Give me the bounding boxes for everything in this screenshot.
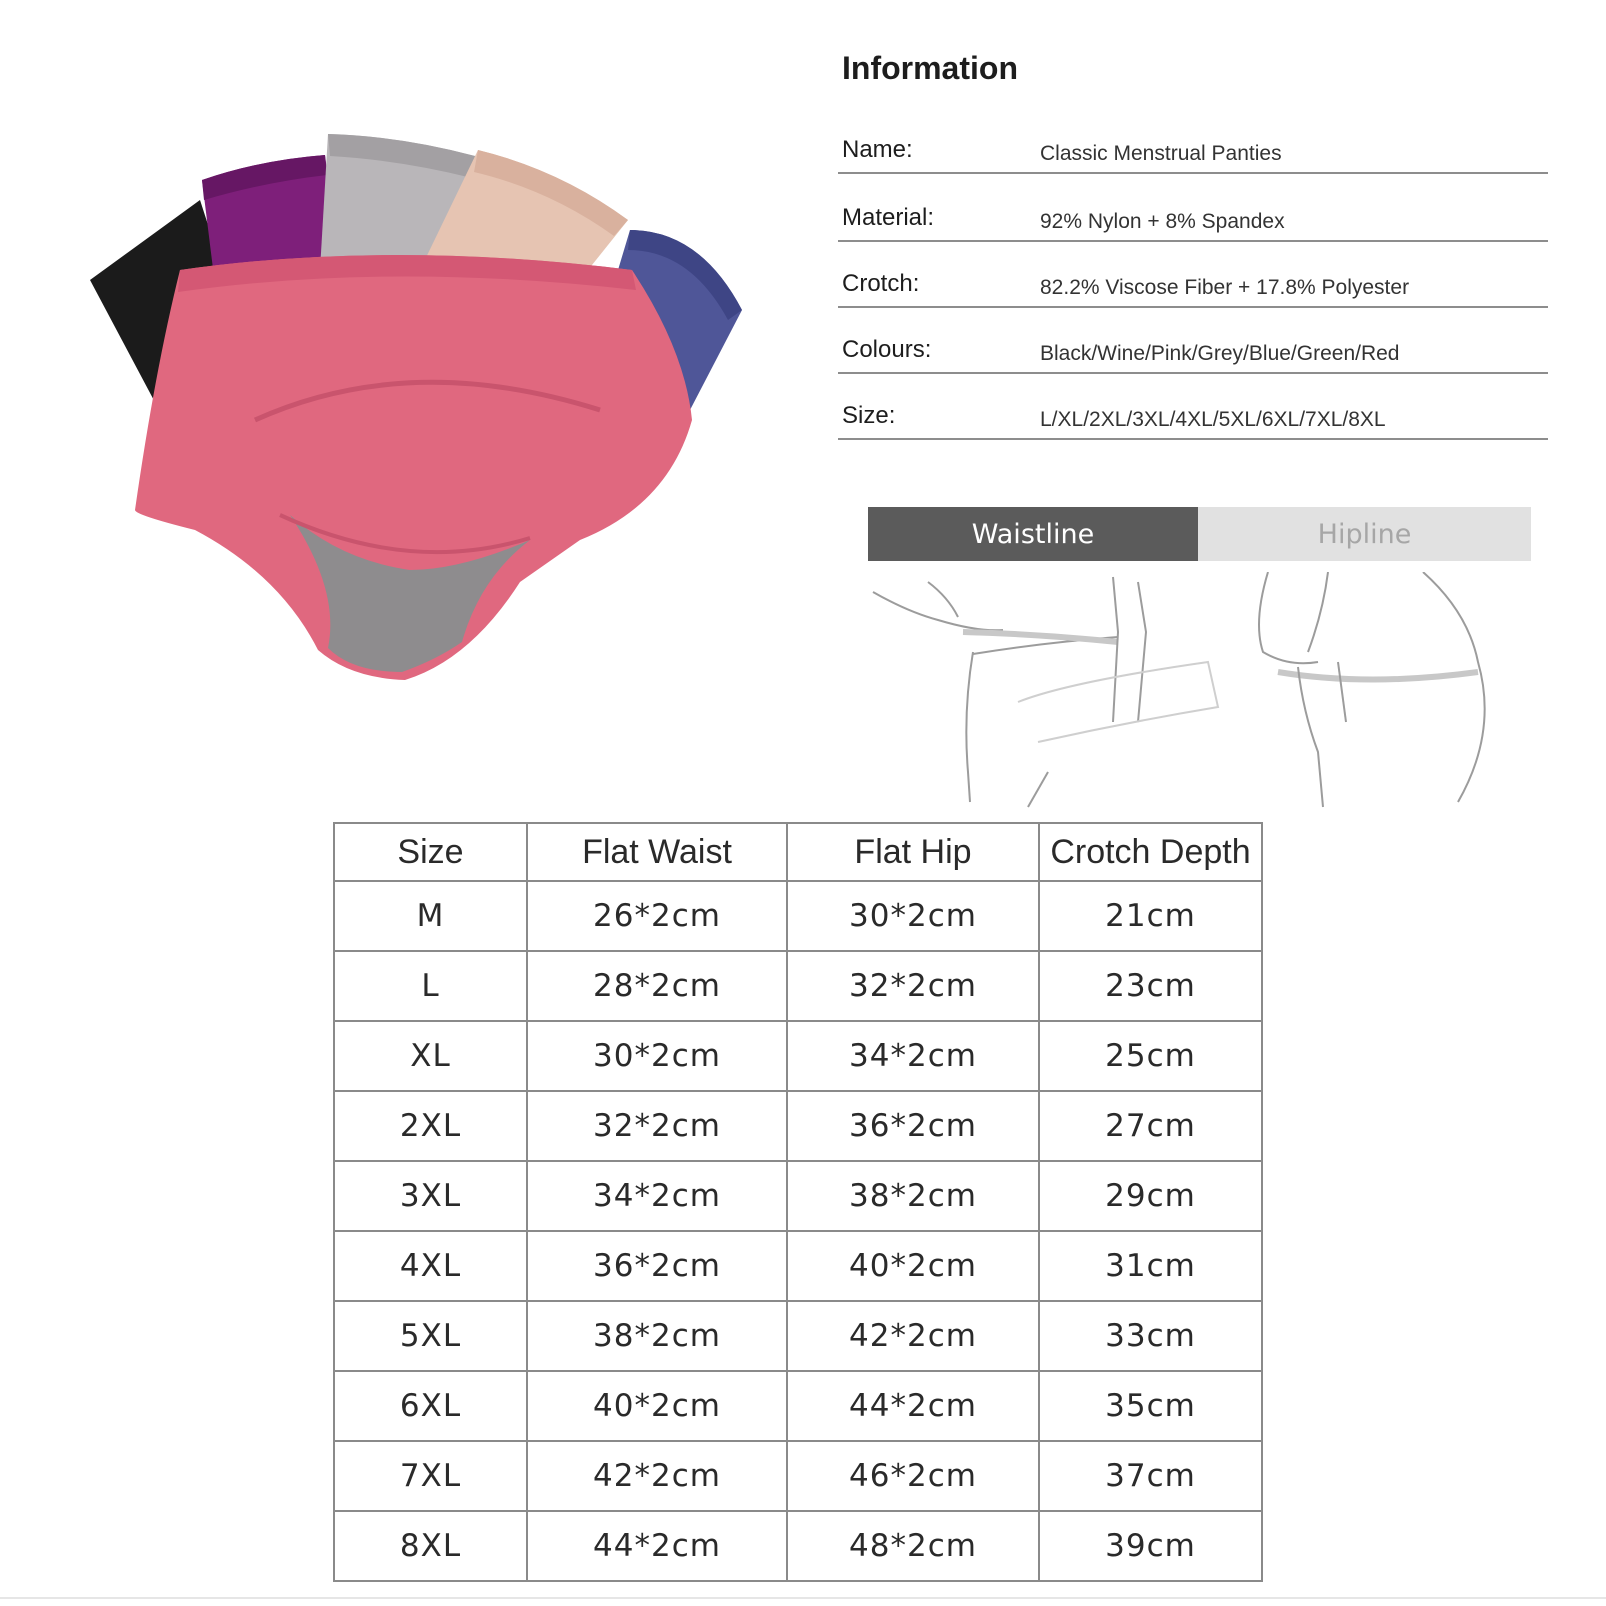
table-header-row [334, 823, 1262, 881]
info-value-material: 92% Nylon + 8% Spandex [1040, 210, 1285, 233]
table-row [334, 1231, 1262, 1301]
cell-size: 5XL [334, 1301, 527, 1371]
cell-flat-hip: 34*2cm [787, 1021, 1039, 1091]
table-row [334, 1441, 1262, 1511]
cell-flat-hip: 30*2cm [787, 881, 1039, 951]
cell-size: 3XL [334, 1161, 527, 1231]
cell-flat-waist: 28*2cm [527, 951, 787, 1021]
panty-pink [135, 255, 692, 680]
product-photo [80, 120, 770, 720]
info-row-name [838, 106, 1548, 174]
table-row [334, 1511, 1262, 1581]
cell-size: 7XL [334, 1441, 527, 1511]
info-value-size: L/XL/2XL/3XL/4XL/5XL/6XL/7XL/8XL [1040, 408, 1386, 431]
info-label-name: Name: [842, 136, 913, 163]
cell-flat-hip: 48*2cm [787, 1511, 1039, 1581]
tab-waistline[interactable]: Waistline [868, 507, 1198, 561]
body-measure-illustration [868, 572, 1548, 812]
cell-flat-waist: 30*2cm [527, 1021, 787, 1091]
cell-flat-hip: 36*2cm [787, 1091, 1039, 1161]
cell-flat-waist: 36*2cm [527, 1231, 787, 1301]
cell-crotch-depth: 39cm [1039, 1511, 1262, 1581]
waist-measure-sketch [873, 577, 1218, 807]
info-label-colours: Colours: [842, 336, 932, 363]
cell-size: 8XL [334, 1511, 527, 1581]
cell-flat-hip: 44*2cm [787, 1371, 1039, 1441]
info-label-material: Material: [842, 204, 935, 231]
info-row-crotch [838, 240, 1548, 308]
table-row [334, 1091, 1262, 1161]
table-row [334, 1021, 1262, 1091]
cell-flat-hip: 38*2cm [787, 1161, 1039, 1231]
cell-flat-hip: 40*2cm [787, 1231, 1039, 1301]
cell-size: XL [334, 1021, 527, 1091]
tab-hipline[interactable]: Hipline [1198, 507, 1531, 561]
cell-size: 6XL [334, 1371, 527, 1441]
cell-flat-waist: 32*2cm [527, 1091, 787, 1161]
cell-crotch-depth: 27cm [1039, 1091, 1262, 1161]
table-row [334, 1161, 1262, 1231]
info-row-colours [838, 306, 1548, 374]
cell-crotch-depth: 35cm [1039, 1371, 1262, 1441]
cell-crotch-depth: 31cm [1039, 1231, 1262, 1301]
table-row [334, 951, 1262, 1021]
cell-flat-waist: 26*2cm [527, 881, 787, 951]
cell-crotch-depth: 23cm [1039, 951, 1262, 1021]
cell-flat-waist: 42*2cm [527, 1441, 787, 1511]
header-flat-hip: Flat Hip [787, 823, 1039, 881]
cell-flat-hip: 32*2cm [787, 951, 1039, 1021]
size-chart-body [334, 881, 1262, 1581]
header-size: Size [334, 823, 527, 881]
info-value-colours: Black/Wine/Pink/Grey/Blue/Green/Red [1040, 342, 1400, 365]
cell-crotch-depth: 37cm [1039, 1441, 1262, 1511]
cell-flat-waist: 40*2cm [527, 1371, 787, 1441]
cell-flat-waist: 38*2cm [527, 1301, 787, 1371]
cell-flat-hip: 46*2cm [787, 1441, 1039, 1511]
measure-tabs [868, 507, 1531, 561]
info-value-crotch: 82.2% Viscose Fiber + 17.8% Polyester [1040, 276, 1410, 299]
cell-size: 4XL [334, 1231, 527, 1301]
info-label-size: Size: [842, 402, 896, 429]
header-crotch-depth: Crotch Depth [1039, 823, 1262, 881]
cell-crotch-depth: 33cm [1039, 1301, 1262, 1371]
cell-crotch-depth: 25cm [1039, 1021, 1262, 1091]
cell-size: L [334, 951, 527, 1021]
divider [0, 1597, 1606, 1599]
cell-crotch-depth: 21cm [1039, 881, 1262, 951]
info-row-size [838, 372, 1548, 440]
table-row [334, 881, 1262, 951]
cell-size: M [334, 881, 527, 951]
size-chart-table [333, 822, 1263, 1582]
cell-flat-waist: 34*2cm [527, 1161, 787, 1231]
cell-crotch-depth: 29cm [1039, 1161, 1262, 1231]
table-row [334, 1301, 1262, 1371]
cell-flat-waist: 44*2cm [527, 1511, 787, 1581]
hip-measure-sketch [1259, 572, 1485, 807]
info-row-material [838, 174, 1548, 242]
info-value-name: Classic Menstrual Panties [1040, 142, 1282, 165]
header-flat-waist: Flat Waist [527, 823, 787, 881]
info-label-crotch: Crotch: [842, 270, 920, 297]
cell-flat-hip: 42*2cm [787, 1301, 1039, 1371]
information-heading: Information [842, 50, 1018, 86]
cell-size: 2XL [334, 1091, 527, 1161]
table-row [334, 1371, 1262, 1441]
